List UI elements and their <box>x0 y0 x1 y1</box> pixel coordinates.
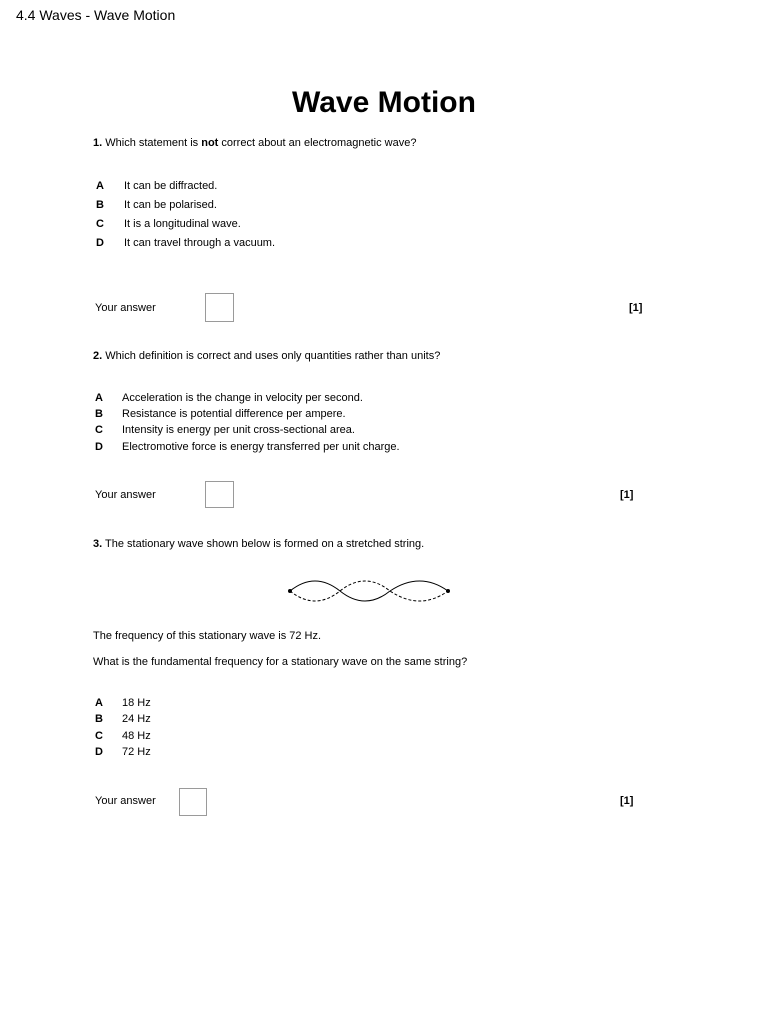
q3-info-text: The frequency of this stationary wave is 72 Hz. <box>93 630 322 642</box>
q3-option-d-letter: D <box>95 746 103 758</box>
q1-answer-box[interactable] <box>205 293 234 322</box>
q2-answer-box[interactable] <box>205 481 234 508</box>
q1-option-c-letter: C <box>96 218 104 230</box>
q2-option-d-text: Electromotive force is energy transferred per unit charge. <box>122 441 400 453</box>
q3-option-d-text: 72 Hz <box>122 746 151 758</box>
string-fixed-end-left <box>288 589 292 593</box>
question-2-number: 2. <box>93 350 103 362</box>
question-2-text: Which definition is correct and uses only quantities rather than units? <box>105 350 441 362</box>
q1-option-d-text: It can travel through a vacuum. <box>124 237 276 249</box>
question-1-emphasis: not <box>201 137 219 149</box>
q1-option-c-text: It is a longitudinal wave. <box>124 218 241 230</box>
q3-option-c-letter: C <box>95 730 103 742</box>
q2-option-a-text: Acceleration is the change in velocity per second. <box>122 392 363 404</box>
question-1-stem <box>93 137 416 149</box>
q1-option-d-letter: D <box>96 237 104 249</box>
q2-option-a-letter: A <box>95 392 103 404</box>
q1-marks: [1] <box>629 302 643 314</box>
string-fixed-end-right <box>446 589 450 593</box>
wave-dashed-curve <box>290 581 448 601</box>
q3-option-a-text: 18 Hz <box>122 697 151 709</box>
q2-option-b-text: Resistance is potential difference per ampere. <box>122 408 346 420</box>
stationary-wave-diagram <box>280 572 460 612</box>
q1-option-b-text: It can be polarised. <box>124 199 217 211</box>
q1-option-a-letter: A <box>96 180 104 192</box>
q2-marks: [1] <box>620 489 634 501</box>
question-3-text: The stationary wave shown below is formed on a stretched string. <box>105 538 425 550</box>
q1-option-b-letter: B <box>96 199 104 211</box>
q2-option-c-text: Intensity is energy per unit cross-sectional area. <box>122 424 355 436</box>
question-3-number: 3. <box>93 538 103 550</box>
q3-option-b-text: 24 Hz <box>122 713 151 725</box>
q2-option-d-letter: D <box>95 441 103 453</box>
page-title: Wave Motion <box>292 86 476 119</box>
question-1-text-after: correct about an electromagnetic wave? <box>218 137 417 149</box>
q3-your-answer-label: Your answer <box>95 795 156 807</box>
question-1-text-before: Which statement is <box>105 137 202 149</box>
question-1-number: 1. <box>93 137 103 149</box>
q3-option-b-letter: B <box>95 713 103 725</box>
q3-option-c-text: 48 Hz <box>122 730 151 742</box>
q2-option-c-letter: C <box>95 424 103 436</box>
q2-option-b-letter: B <box>95 408 103 420</box>
q3-marks: [1] <box>620 795 634 807</box>
q1-your-answer-label: Your answer <box>95 302 156 314</box>
q1-option-a-text: It can be diffracted. <box>124 180 218 192</box>
question-2-stem <box>93 350 440 362</box>
document-header: 4.4 Waves - Wave Motion <box>16 7 176 23</box>
wave-solid-curve <box>290 581 448 601</box>
q2-your-answer-label: Your answer <box>95 489 156 501</box>
q3-prompt-text: What is the fundamental frequency for a stationary wave on the same string? <box>93 656 468 668</box>
question-3-stem <box>93 538 424 550</box>
q3-option-a-letter: A <box>95 697 103 709</box>
q3-answer-box[interactable] <box>179 788 207 816</box>
